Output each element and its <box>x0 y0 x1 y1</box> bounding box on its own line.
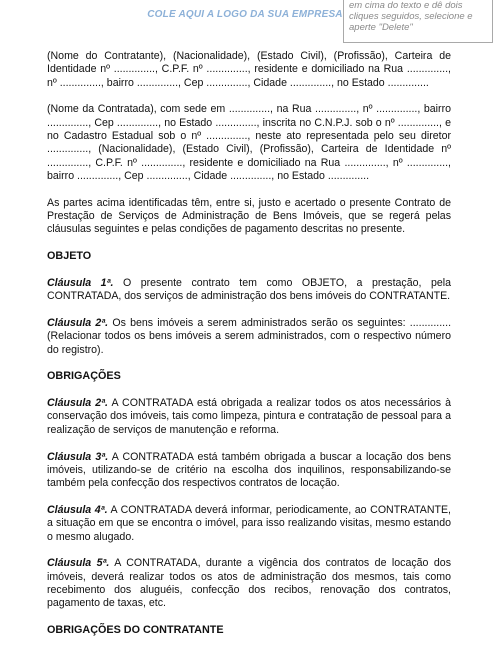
clause-paragraph <box>47 277 451 304</box>
clause-label: Cláusula 2ª. <box>47 397 108 410</box>
section-heading-obrigacoes-contratante: OBRIGAÇÕES DO CONTRATANTE <box>47 624 224 636</box>
intro-paragraph: As partes acima identificadas têm, entre si, justo e acertado o presente Contrato de Prestação de Serviços de Administração de Bens Imóveis, que se regerá pelas cláusulas seguintes e pelas condições de pagamento descritas no presente. <box>47 196 451 236</box>
contratada-paragraph: (Nome da Contratada), com sede em .............., na Rua .............., nº .............., bairro .............., Cep .............., no Estado .............., inscrita no C.N.P.J. sob o nº .............., e no Cadastro Estadual sob o nº .............., neste ato representada pelo seu diretor .............., (Nacionalidade), (Estado Civil), (Profissão), Carteira de Identidade nº .............., C.P.F. nº .............., residente e domiciliado na Rua .............., nº .............., bairro .............., Cep .............., Cidade .............., no Estado .............. <box>47 103 451 182</box>
clause-label: Cláusula 5ª. <box>47 557 110 570</box>
section-heading-obrigacoes: OBRIGAÇÕES <box>47 370 121 383</box>
clause-text: Os bens imóveis a serem administrados serão os seguintes: .............. (Relacionar todos os bens imóveis a serem administrados, com o respectivo número do registro). <box>47 316 452 356</box>
clause-paragraph <box>47 317 451 357</box>
clause-text: A CONTRATADA está obrigada a realizar todos os atos necessários à conservação dos imóveis, tais como limpeza, pintura e contratação de pessoal para a realização de serviços de manutenção e reforma. <box>47 397 452 436</box>
clause-label: Cláusula 1ª. <box>47 276 114 289</box>
clause-paragraph <box>47 397 451 437</box>
clause-text: A CONTRATADA está também obrigada a buscar a locação dos bens imóveis, utilizando-se de critério na escolha dos inquilinos, responsabilizando-se também pela confecção dos respectivos contratos de locação. <box>47 450 451 490</box>
clause-text: A CONTRATADA deverá informar, periodicamente, ao CONTRATANTE, a situação em que se encontra o imóvel, para isso realizando visitas, mesmo estando o mesmo alugado. <box>47 503 451 543</box>
contratante-paragraph: (Nome do Contratante), (Nacionalidade), (Estado Civil), (Profissão), Carteira de Identidade nº .............., C.P.F. nº .............., residente e domiciliado na Rua .............., nº .............., bairro .............., Cep .............., Cidade .............., no Estado .............. <box>47 50 451 89</box>
clause-text: O presente contrato tem como OBJETO, a prestação, pela CONTRATADA, dos serviços de administração dos bens imóveis do CONTRATANTE. <box>47 276 451 303</box>
clause-label: Cláusula 2ª. <box>47 316 109 329</box>
clause-label: Cláusula 3ª. <box>47 450 109 463</box>
instruction-note[interactable]: em cima do texto e dê dois cliques seguidos, selecione e aperte "Delete" <box>343 0 493 43</box>
contract-body <box>47 50 451 651</box>
clause-label: Cláusula 4ª. <box>47 503 108 516</box>
logo-placeholder: COLE AQUI A LOGO DA SUA EMPRESA <box>147 9 343 20</box>
clause-paragraph <box>47 557 451 610</box>
section-heading-objeto: OBJETO <box>47 250 92 263</box>
clause-text: A CONTRATADA, durante a vigência dos contratos de locação dos imóveis, deverá realizar todos os atos de administração dos mesmos, tais como recebimento dos aluguéis, confecção dos recibos, renovação dos contratos, pagamento de taxas, etc. <box>47 557 451 610</box>
clause-paragraph <box>47 451 451 491</box>
clause-paragraph <box>47 504 451 544</box>
